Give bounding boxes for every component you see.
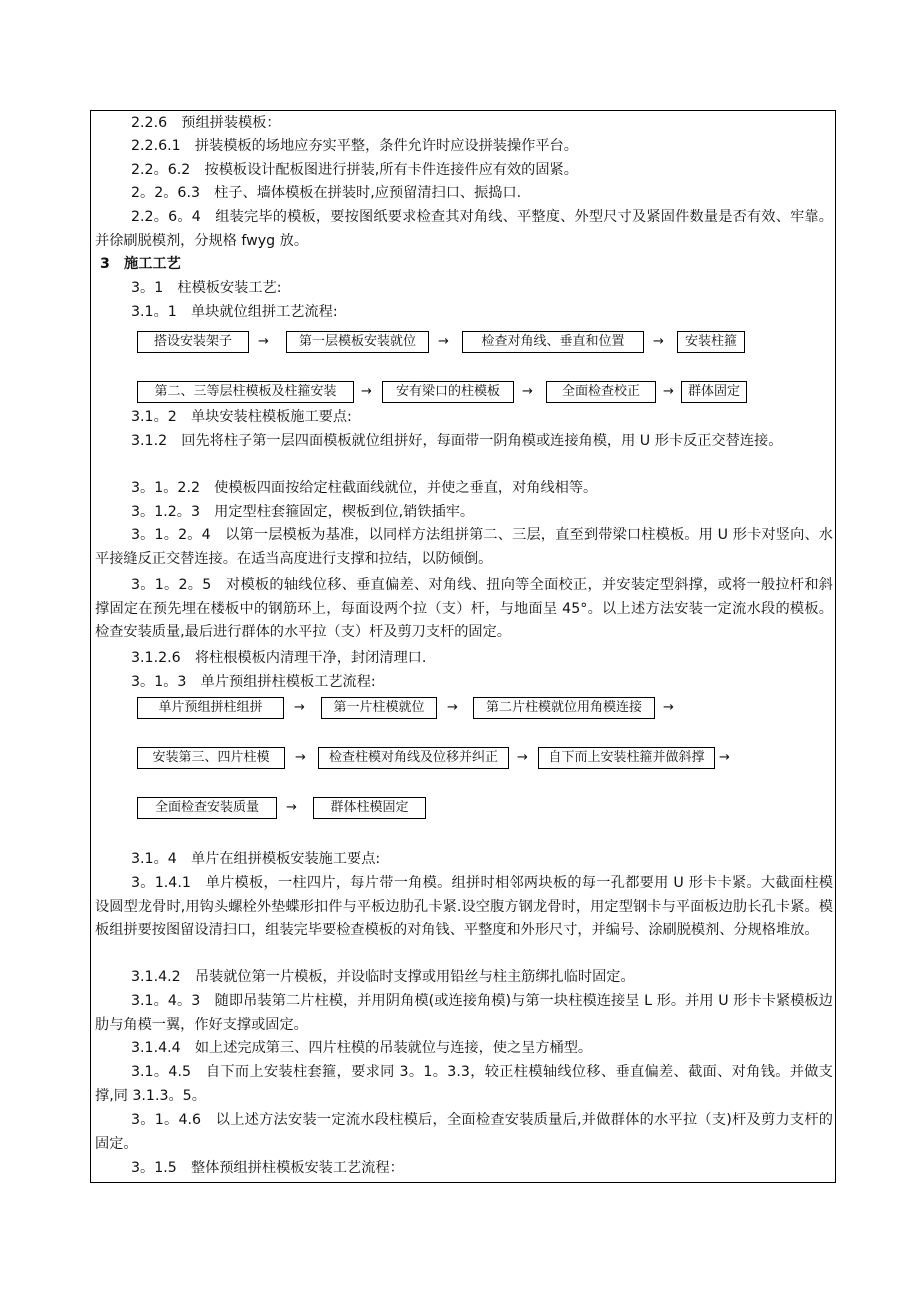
flow1-arrow-icon: → <box>522 384 533 399</box>
para-3-1: 3。1 柱模板安装工艺: <box>131 280 282 296</box>
flow1-step-3: 检查对角线、垂直和位置 <box>462 331 644 353</box>
flow1-arrow-icon: → <box>361 384 372 399</box>
flow2-step-7: 全面检查安装质量 <box>137 797 277 819</box>
para-3-1-3: 3。1。3 单片预组拼柱模板工艺流程: <box>131 674 376 690</box>
para-3-1-4-6: 3。1。4.6 以上述方法安装一定流水段柱模后，全面检查安装质量后,并做群体的水平拉（支)杆及剪力支杆的固定。 <box>95 1112 833 1152</box>
flow2-step-4: 安装第三、四片柱模 <box>137 747 285 769</box>
para-3-1-4: 3.1。4 单片在组拼模板安装施工要点: <box>131 851 381 867</box>
flow1-step-6: 安有梁口的柱模板 <box>382 381 514 403</box>
flow1-step-8: 群体固定 <box>681 381 747 403</box>
para-2-2-6-4: 2.2。6。4 组装完毕的模板，要按图纸要求检查其对角线、平整度、外型尺寸及紧固件数量是否有效、牢靠。并徐刷脱模剂，分规格 fwyg 放。 <box>95 209 833 249</box>
para-3-1-4-4: 3.1.4.4 如上述完成第三、四片柱模的吊装就位与连接，使之呈方桶型。 <box>131 1040 593 1056</box>
para-3-1-4-3: 3.1。4。3 随即吊装第二片柱模，并用阴角模(或连接角模)与第一块柱模连接呈 L 形。并用 U 形卡卡紧模板边肋与角模一翼，作好支撑或固定。 <box>95 993 833 1033</box>
flow2-arrow-icon: → <box>447 700 458 715</box>
flow2-step-2: 第一片柱模就位 <box>321 697 437 719</box>
flow1-arrow-icon: → <box>438 334 449 349</box>
flow1-arrow-icon: → <box>663 384 674 399</box>
flow1-step-4: 安装柱箍 <box>677 331 745 353</box>
para-3-1-2-3: 3。1.2。3 用定型柱套箍固定，楔板到位,销铁插牢。 <box>131 504 475 520</box>
para-3-1-4-5: 3.1。4.5 自下而上安装柱套箍，要求同 3。1。3.3，较正柱模轴线位移、垂直偏差、截面、对角钱。并做支撑,同 3.1.3。5。 <box>95 1064 833 1104</box>
flow1-step-7: 全面检查校正 <box>546 381 656 403</box>
para-2-2-6: 2.2.6 预组拼装模板： <box>131 115 281 131</box>
para-3-1-4-2: 3.1.4.2 吊装就位第一片模板，并设临时支撑或用铅丝与柱主筋绑扎临时固定。 <box>131 969 635 985</box>
para-2-2-6-1: 2.2.6.1 拼装模板的场地应夯实平整，条件允许时应设拼装操作平台。 <box>131 138 578 154</box>
para-3-1-2: 3.1。2 单块安装柱模板施工要点: <box>131 409 352 425</box>
flow2-arrow-icon: → <box>517 750 528 765</box>
para-3-1-5: 3。1.5 整体预组拼柱模板安装工艺流程： <box>131 1160 404 1176</box>
para-3-1-2-5: 3。1。2。5 对模板的轴线位移、垂直偏差、对角线、扭向等全面校正，并安装定型斜撑，或将一般拉杆和斜撑固定在预先埋在楼板中的钢筋环上，每面设两个拉（支）杆，与地面呈 45°。以上述方法安装一定流水段的模板。检查安装质量,最后进行群体的水平拉（支）杆及剪刀支杆的固定。 <box>95 577 833 640</box>
flow2-arrow-icon: → <box>286 800 297 815</box>
para-3-1-2-2: 3。1。2.2 使模板四面按给定柱截面线就位，并使之垂直，对角线相等。 <box>131 480 598 496</box>
para-3-1-4-1: 3。1.4.1 单片模板，一柱四片，每片带一角模。组拼时相邻两块板的每一孔都要用 U 形卡卡紧。大截面柱模设圆型龙骨时,用钩头螺栓外垫蝶形扣件与平板边肋孔卡紧.设空腹方钢龙骨时，用定型钢卡与平面板边肋长孔卡紧。模板组拼要按图留设清扫口，组装完毕要检查模板的对角钱、平整度和外形尺寸，并编号、涂刷脱模剂、分规格堆放。 <box>95 875 833 938</box>
flow1-step-1: 搭设安装架子 <box>137 331 249 353</box>
flow2-arrow-icon: → <box>295 750 306 765</box>
flow2-step-6: 自下而上安装柱箍并做斜撑 <box>538 747 715 769</box>
para-3-1-2-1: 3.1.2 回先将柱子第一层四面模板就位组拼好，每面带一阴角模或连接角模，用 U 形卡反正交替连接。 <box>131 433 783 449</box>
flow1-step-5: 第二、三等层柱模板及柱箍安装 <box>137 381 354 403</box>
flow2-arrow-icon: → <box>719 750 730 765</box>
flow2-step-1: 单片预组拼柱组拼 <box>137 697 284 719</box>
para-3-1-1: 3.1。1 单块就位组拼工艺流程: <box>131 304 338 320</box>
flow1-arrow-icon: → <box>653 334 664 349</box>
flow1-step-2: 第一层模板安装就位 <box>286 331 429 353</box>
para-3-1-2-6: 3.1.2.6 将柱根模板内清理干净，封闭清理口. <box>131 650 427 666</box>
flow2-arrow-icon: → <box>294 700 305 715</box>
section-heading-3: 3 施工工艺 <box>100 256 181 272</box>
para-3-1-2-4: 3。1。2。4 以第一层模板为基准，以同样方法组拼第二、三层，直至到带梁口柱模板。用 U 形卡对竖向、水平接缝反正交替连接。在适当高度进行支撑和拉结，以防倾倒。 <box>95 527 833 567</box>
flow2-step-5: 检查柱模对角线及位移并纠正 <box>318 747 509 769</box>
flow2-step-8: 群体柱模固定 <box>313 797 426 819</box>
flow2-step-3: 第二片柱模就位用角模连接 <box>473 697 655 719</box>
flow2-arrow-icon: → <box>663 700 674 715</box>
flow1-arrow-icon: → <box>258 334 269 349</box>
para-2-2-6-2: 2.2。6.2 按模板设计配板图进行拼装,所有卡件连接件应有效的固紧。 <box>131 162 578 178</box>
para-2-2-6-3: 2。2。6.3 柱子、墙体模板在拼装时,应预留清扫口、振捣口. <box>131 185 522 201</box>
